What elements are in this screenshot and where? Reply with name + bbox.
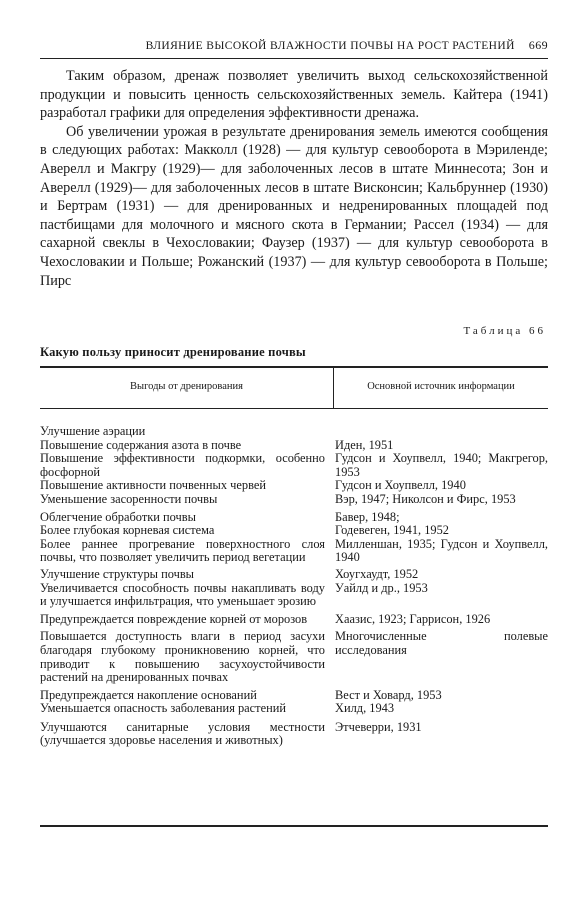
running-title: ВЛИЯНИЕ ВЫСОКОЙ ВЛАЖНОСТИ ПОЧВЫ НА РОСТ РАСТЕНИЙ [145,40,515,52]
source-cell: Годевеген, 1941, 1952 [335,523,449,538]
source-cell: Уайлд и др., 1953 [335,580,428,595]
table-title: Какую пользу приносит дренирование почвы [40,345,306,359]
source-cell: Многочисленные полевые исследования [335,629,548,657]
benefit-cell: Более глубокая корневая система [40,523,215,538]
header-rule [40,58,548,59]
benefit-cell: Уменьшается опасность заболевания растений [40,701,286,716]
table-row [40,630,548,684]
page-number: 669 [528,38,548,52]
paragraph: Таким образом, дренаж позволяет увеличить выход сельскохозяйственной продукции и повысить ценность сельскохозяйственных земель. Кайтера (1941) разработал графики для определения эффективности дренажа. [40,68,548,122]
table-header-rule [40,408,548,409]
table-row [40,479,548,493]
table-row [40,721,548,748]
table-row [40,582,548,609]
source-cell: Хилд, 1943 [335,701,395,716]
benefit-cell: Увеличивается способность почвы накапливать воду и улучшается инфильтрация, что уменьшает эрозию [40,580,325,609]
benefit-cell: Улучшение структуры почвы [40,566,195,581]
table-row [40,538,548,565]
benefit-cell: Облегчение обработки почвы [40,509,196,524]
source-cell: Хоугхаудт, 1952 [335,566,419,581]
benefit-cell: Повышение содержания азота в почве [40,437,242,452]
table-row [40,452,548,479]
table-row [40,439,548,453]
table-body [40,425,548,748]
table-row [40,568,548,582]
source-cell: Бавер, 1948; [335,509,400,524]
paragraph: Об увеличении урожая в результате дренирования земель имеются сообщения в следующих работах: Макколл (1928) — для культур севооборота в Мэриленде; Аверелл и Макгру (1929)— для заболоченных лесов в штате Миннесота; Зон и Аверелл (1929)— для заболоченных лесов в штате Висконсин; Кальбруннер (1930) и Бертрам (1931) — для дренированных и недренированных площадей под пастбищами для молочного и мясного скота в Германии; Рассел (1934) — для сахарной свеклы в Чехословакии; Фаузер (1937) — для культур севооборота в Чехословакии и Польше; Рожанский (1937) — для культур севооборота в Польше; Пирс [40,123,548,289]
table-row [40,493,548,507]
source-cell: Милленшан, 1935; Гудсон и Хоупвелл, 1940 [335,536,548,565]
table-row [40,425,548,439]
table-row [40,689,548,703]
body-text [40,67,548,290]
source-cell: Вэр, 1947; Николсон и Фирс, 1953 [335,491,516,506]
column-header-source: Основной источник информации [367,381,515,392]
table-row [40,511,548,525]
source-cell [333,425,548,439]
table-caption: Таблица 66 [463,325,546,337]
source-cell: Иден, 1951 [335,437,394,452]
table-bottom-rule [40,825,548,827]
column-header-benefits: Выгоды от дренирования [130,381,243,392]
source-cell: Гудсон и Хоупвелл, 1940 [335,478,466,493]
source-cell: Хаазис, 1923; Гаррисон, 1926 [335,611,491,626]
benefit-cell: Повышение активности почвенных червей [40,478,266,493]
source-cell: Этчеверри, 1931 [335,719,422,734]
benefit-cell: Предупреждается накопление оснований [40,687,257,702]
benefit-cell: Улучшаются санитарные условия местности (улучшается здоровье населения и животных) [40,719,325,748]
source-cell: Гудсон и Хоупвелл, 1940; Макгрегор, 1953 [335,451,548,479]
benefit-cell: Повышается доступность влаги в период засухи благодаря глубокому проникновению корней, что приводит к повышению засухоустойчивости растений на дренированных почвах [40,629,325,685]
table-row [40,613,548,627]
source-cell: Вест и Ховард, 1953 [335,687,442,702]
table-row [40,702,548,716]
running-header [40,38,548,56]
benefit-cell: Уменьшение засоренности почвы [40,491,218,506]
table-row [40,524,548,538]
benefit-cell: Более раннее прогревание поверхностного слоя почвы, что позволяет увеличить период вегетации [40,536,325,565]
benefit-cell: Предупреждается повреждение корней от морозов [40,611,308,626]
benefit-cell: Повышение эффективности подкормки, особенно фосфорной [40,451,325,479]
benefit-cell: Улучшение аэрации [40,424,146,438]
